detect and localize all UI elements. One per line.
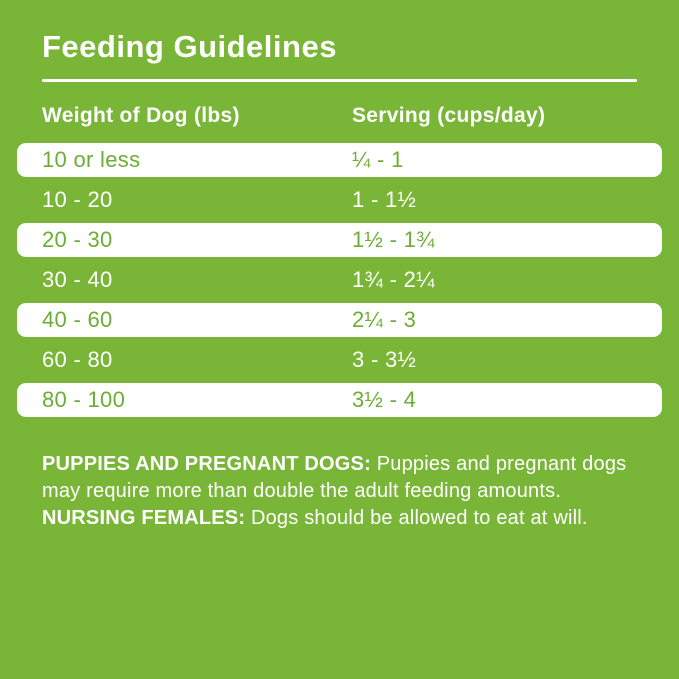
table-row	[17, 223, 662, 257]
serving-column-header: Serving (cups/day)	[352, 104, 546, 128]
table-row	[17, 383, 662, 417]
feeding-note	[42, 451, 639, 532]
note-text: Dogs should be allowed to eat at will.	[250, 507, 588, 530]
serving-cell: 3½ - 4	[352, 387, 417, 413]
weight-cell: 80 - 100	[42, 387, 126, 413]
weight-cell: 10 - 20	[42, 187, 113, 213]
table-row	[17, 183, 662, 217]
table-header	[42, 104, 637, 128]
note-text: Puppies and pregnant dogs may require more than double the adult feeding amounts.	[42, 453, 627, 503]
weight-cell: 60 - 80	[42, 347, 113, 373]
serving-cell: 2¼ - 3	[352, 307, 417, 333]
serving-cell: 1½ - 1¾	[352, 227, 435, 253]
title-divider	[42, 79, 637, 82]
note-heading: NURSING FEMALES:	[42, 507, 251, 530]
serving-cell: ¼ - 1	[352, 147, 404, 173]
weight-cell: 20 - 30	[42, 227, 113, 253]
serving-cell: 1¾ - 2¼	[352, 267, 435, 293]
table-row	[17, 263, 662, 297]
feeding-table	[17, 143, 662, 417]
table-row	[17, 303, 662, 337]
serving-cell: 1 - 1½	[352, 187, 417, 213]
weight-cell: 40 - 60	[42, 307, 113, 333]
weight-cell: 30 - 40	[42, 267, 113, 293]
note-heading: PUPPIES AND PREGNANT DOGS:	[42, 453, 377, 476]
table-row	[17, 143, 662, 177]
table-row	[17, 343, 662, 377]
weight-column-header: Weight of Dog (lbs)	[42, 104, 240, 128]
weight-cell: 10 or less	[42, 147, 141, 173]
serving-cell: 3 - 3½	[352, 347, 417, 373]
page-title: Feeding Guidelines	[42, 29, 337, 64]
